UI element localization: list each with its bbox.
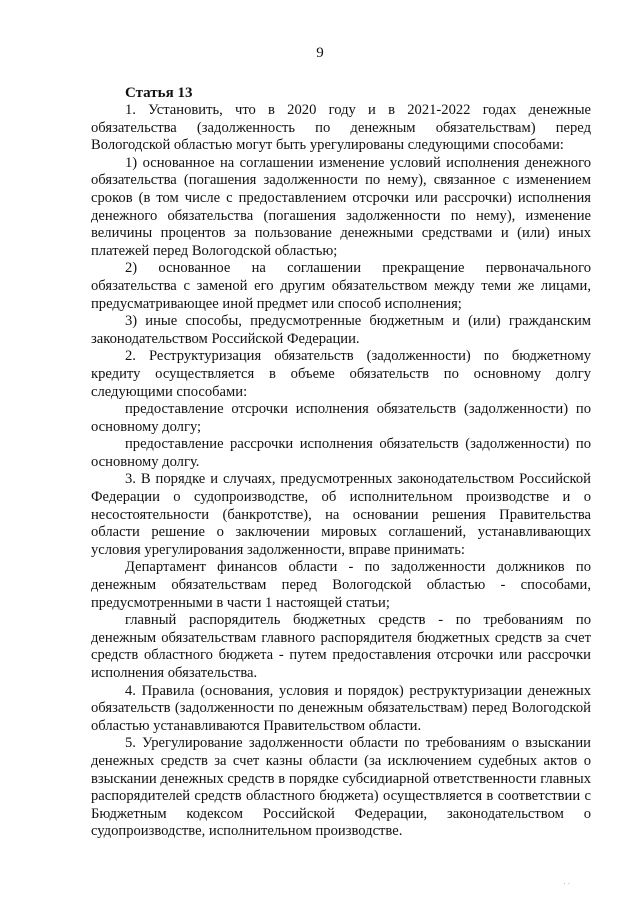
- article-title: Статья 13: [125, 85, 193, 101]
- paragraph-2: 2. Реструктуризация обязательств (задолженности) по бюджетному кредиту осуществляется в объеме обязательств по основному долгу следующими способами:: [91, 348, 591, 400]
- paragraph-2-method-2: предоставление рассрочки исполнения обязательств (задолженности) по основному долгу.: [91, 436, 591, 470]
- paragraph-3-budget-manager: главный распорядитель бюджетных средств - по требованиям по денежным обязательствам главного распорядителя бюджетных средств за счет средств областного бюджета - путем предоставления отсрочки или рассрочки исполнения обязательства.: [91, 612, 591, 681]
- article-13: [91, 84, 591, 841]
- paragraph-3-department: Департамент финансов области - по задолженности должников по денежным обязательствам перед Вологодской областью - способами, предусмотренными в части 1 настоящей статьи;: [91, 559, 591, 611]
- paragraph-2-method-1: предоставление отсрочки исполнения обязательств (задолженности) по основному долгу;: [91, 401, 591, 435]
- page-number: 9: [316, 45, 324, 61]
- paragraph-3: 3. В порядке и случаях, предусмотренных законодательством Российской Федерации о судопроизводстве, об исполнительном производстве и о несостоятельности (банкротстве), на основании решения Правительства области решение о заключении мировых соглашений, устанавливающих условия урегулирования задолженности, вправе принимать:: [91, 471, 591, 558]
- paragraph-1: 1. Установить, что в 2020 году и в 2021-2022 годах денежные обязательства (задолженность по денежным обязательствам) перед Вологодской областью могут быть урегулированы следующими способами:: [91, 102, 591, 154]
- paragraph-1-item-2: 2) основанное на соглашении прекращение первоначального обязательства с заменой его другим обязательством между теми же лицами, предусматривающее иной предмет или способ исполнения;: [91, 260, 591, 312]
- paragraph-1-item-3: 3) иные способы, предусмотренные бюджетным и (или) гражданским законодательством Российской Федерации.: [91, 313, 591, 347]
- paragraph-4: 4. Правила (основания, условия и порядок) реструктуризации денежных обязательств (задолженности по денежным обязательствам) перед Вологодской областью устанавливаются Правительством области.: [91, 682, 591, 734]
- paragraph-1-item-1: 1) основанное на соглашении изменение условий исполнения денежного обязательства (погашения задолженности по нему), связанное с изменением сроков (в том числе с предоставлением отсрочки или рассрочки) исполнения денежного обязательства (погашения задолженности по нему), изменение величины процентов за пользование денежными средствами и (или) иных платежей перед Вологодской областью;: [91, 154, 591, 259]
- paragraph-5: 5. Урегулирование задолженности области по требованиям о взыскании денежных средств за счет казны области (за исключением судебных актов о взыскании денежных средств в порядке субсидиарной ответственности главных распорядителей средств областного бюджета) осуществляется в соответствии с Бюджетным кодексом Российской Федерации, законодательством о судопроизводстве, исполнительном производстве.: [91, 735, 591, 840]
- scan-mark: · ·: [563, 880, 570, 888]
